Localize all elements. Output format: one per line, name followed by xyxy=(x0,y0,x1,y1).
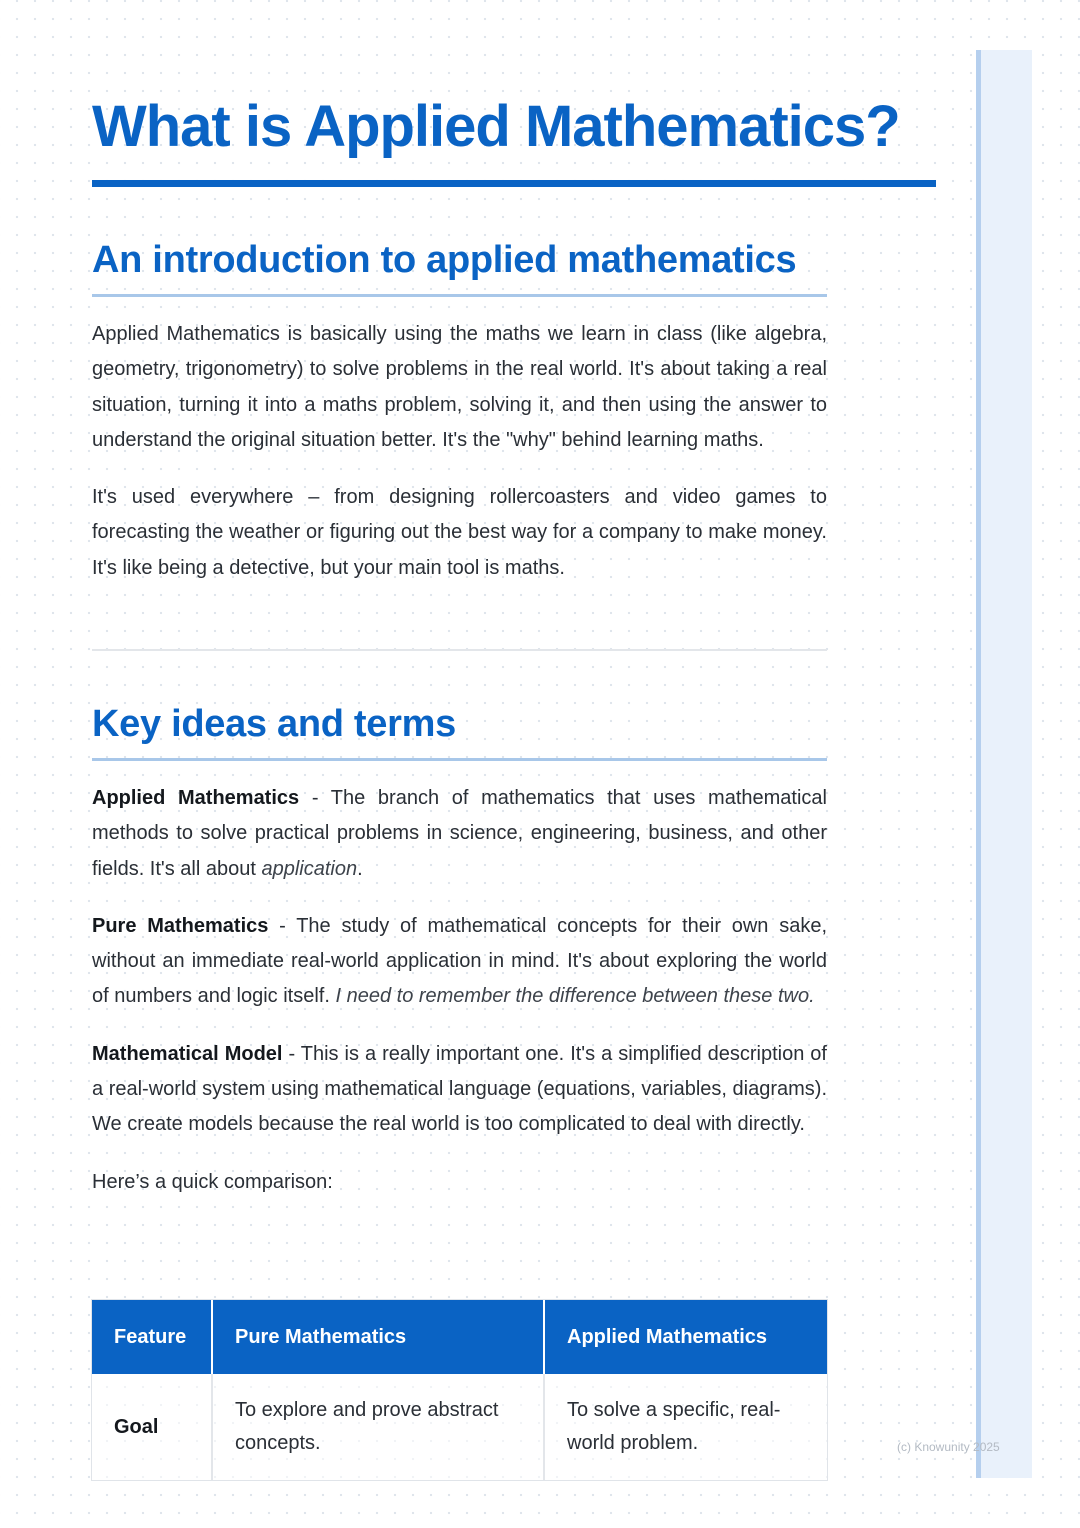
term-note: I need to remember the difference between these two. xyxy=(335,985,815,1008)
table-cell: To solve a specific, real-world problem. xyxy=(544,1374,827,1480)
page-margin-strip xyxy=(976,50,1032,1478)
term-name: Applied Mathematics xyxy=(92,787,300,809)
term-definition xyxy=(92,781,827,887)
comparison-table-wrapper xyxy=(92,1300,827,1480)
column-header: Feature xyxy=(92,1300,212,1374)
column-header: Applied Mathematics xyxy=(544,1300,827,1374)
page-title: What is Applied Mathematics? xyxy=(92,94,900,159)
title-underline xyxy=(92,180,936,187)
copyright-footer: (c) Knowunity 2025 xyxy=(897,1440,1000,1454)
term-tail: . xyxy=(357,857,363,880)
comparison-intro: Here’s a quick comparison: xyxy=(92,1170,333,1193)
section-key-ideas xyxy=(92,700,827,1200)
section-introduction xyxy=(92,236,827,586)
table-row xyxy=(92,1374,827,1480)
table-cell: To explore and prove abstract concepts. xyxy=(212,1374,544,1480)
term-name: Mathematical Model xyxy=(92,1042,283,1065)
section-heading-key-ideas: Key ideas and terms xyxy=(92,700,827,761)
column-header: Pure Mathematics xyxy=(212,1300,544,1374)
section-divider xyxy=(92,649,827,651)
table-header-row xyxy=(92,1300,827,1374)
term-description: - The study of mathematical concepts for their own sake, without an immediate real-world application in mind. It's about exploring the world of numbers and logic itself. xyxy=(92,914,827,1008)
term-emphasis: application xyxy=(261,857,358,880)
section-heading-introduction: An introduction to applied mathematics xyxy=(92,236,827,297)
term-description: - The branch of mathematics that uses mathematical methods to solve practical problems in science, engineering, business, and other fields. It's all about xyxy=(92,787,827,880)
term-name: Pure Mathematics xyxy=(92,914,269,937)
intro-paragraph-1: Applied Mathematics is basically using the maths we learn in class (like algebra, geometry, trigonometry) to solve problems in the real world. It's about taking a real situation, turning it into a maths problem, solving it, and then using the answer to understand the original situation better. It's the "why" behind learning maths. xyxy=(92,323,827,451)
term-definition xyxy=(92,909,827,1015)
intro-paragraph-2: It's used everywhere – from designing rollercoasters and video games to forecasting the weather or figuring out the best way for a company to make money. It's like being a detective, but your main tool is maths. xyxy=(92,486,827,579)
term-definition xyxy=(92,1037,827,1143)
comparison-table xyxy=(92,1300,827,1480)
table-cell-feature: Goal xyxy=(92,1374,212,1480)
term-description: - This is a really important one. It's a simplified description of a real-world system using mathematical language (equations, variables, diagrams). We create models because the real world is too complicated to deal with directly. xyxy=(92,1042,827,1136)
